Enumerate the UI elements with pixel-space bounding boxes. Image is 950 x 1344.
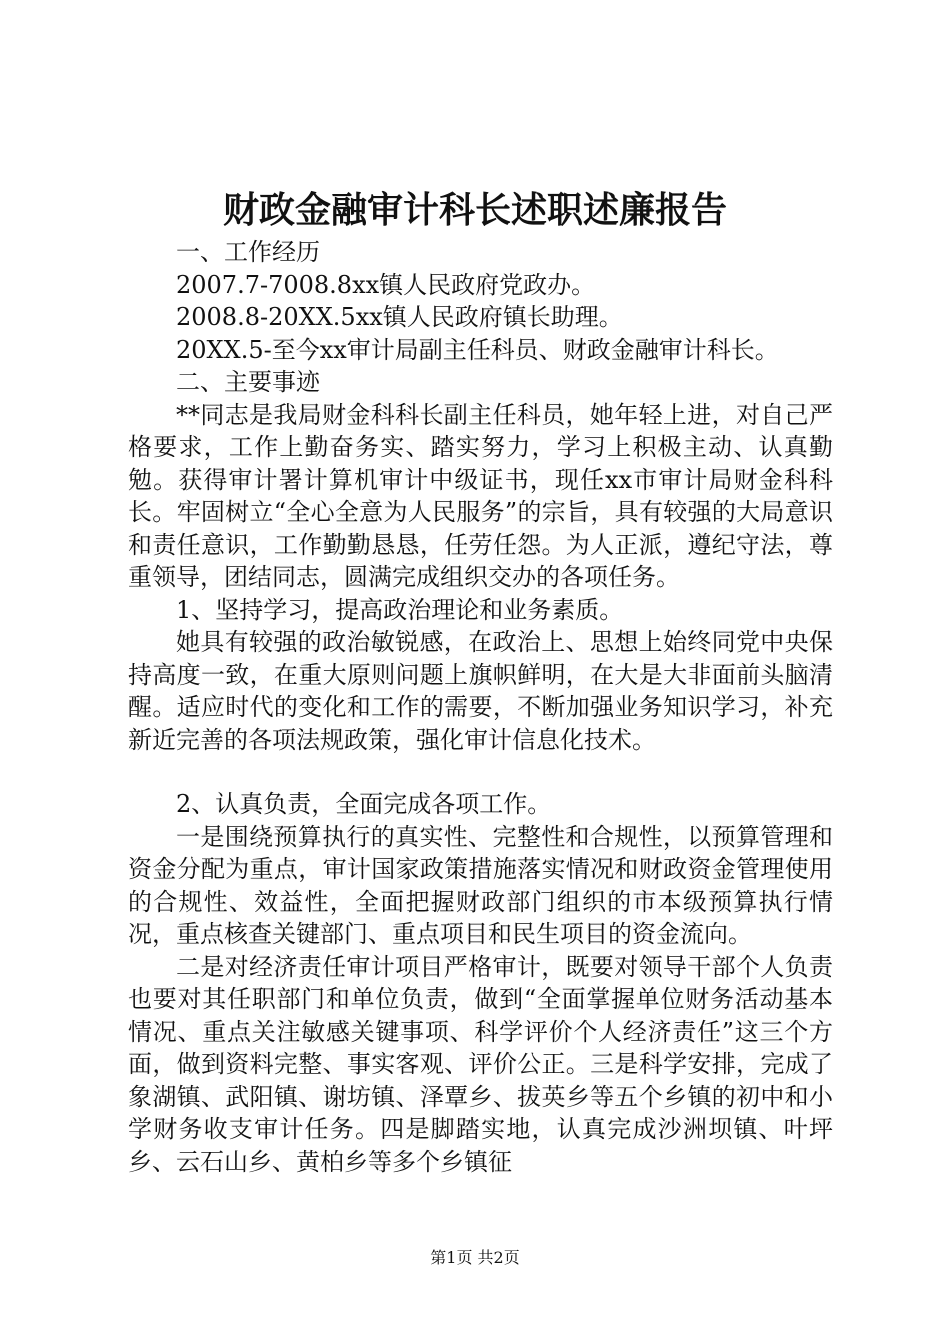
section-heading-work-history: 一、工作经历	[176, 238, 320, 266]
subheading-study: 1、坚持学习，提高政治理论和业务素质。	[176, 595, 624, 624]
document-body	[128, 236, 833, 1178]
history-item-1: 2007.7-7008.8xx镇人民政府党政办。	[176, 270, 596, 299]
history-item-2: 2008.8-20XX.5xx镇人民政府镇长助理。	[176, 303, 623, 331]
paragraph-work-1: 一是围绕预算执行的真实性、完整性和合规性，以预算管理和资金分配为重点，审计国家政策措施落实情况和财政资金管理使用的合规性、效益性，全面把握财政部门组织的市本级预算执行情况，重点核查关键部门、重点项目和民生项目的资金流向。	[128, 822, 833, 948]
section-heading-main-deeds: 二、主要事迹	[176, 368, 320, 396]
subheading-work: 2、认真负责，全面完成各项工作。	[176, 790, 552, 818]
paragraph-work-2: 二是对经济责任审计项目严格审计，既要对领导干部个人负责也要对其任职部门和单位负责，做到“全面掌握单位财务活动基本情况、重点关注敏感关键事项、科学评价个人经济责任”这三个方面，做到资料完整、事实客观、评价公正。三是科学安排，完成了象湖镇、武阳镇、谢坊镇、泽覃乡、拔英乡等五个乡镇的初中和小学财务收支审计任务。四是脚踏实地，认真完成沙洲坝镇、叶坪乡、云石山乡、黄柏乡等多个乡镇征	[128, 952, 833, 1176]
history-item-3: 20XX.5-至今xx审计局副主任科员、财政金融审计科长。	[176, 335, 779, 364]
paragraph-intro: **同志是我局财金科科长副主任科员，她年轻上进，对自己严格要求，工作上勤奋务实、踏实努力，学习上积极主动、认真勤勉。获得审计署计算机审计中级证书，现任xx市审计局财金科科长。牢固树立“全心全意为人民服务”的宗旨，具有较强的大局意识和责任意识，工作勤勤恳恳，任劳任怨。为人正派，遵纪守法，尊重领导，团结同志，圆满完成组织交办的各项任务。	[128, 400, 833, 591]
blank-line	[128, 756, 833, 788]
page-footer: 第1页 共2页	[430, 1248, 520, 1267]
document-title: 财政金融审计科长述职述廉报告	[222, 189, 727, 231]
paragraph-study: 她具有较强的政治敏锐感，在政治上、思想上始终同党中央保持高度一致，在重大原则问题上旗帜鲜明，在大是大非面前头脑清醒。适应时代的变化和工作的需要，不断加强业务知识学习，补充新近完善的各项法规政策，强化审计信息化技术。	[128, 628, 833, 754]
